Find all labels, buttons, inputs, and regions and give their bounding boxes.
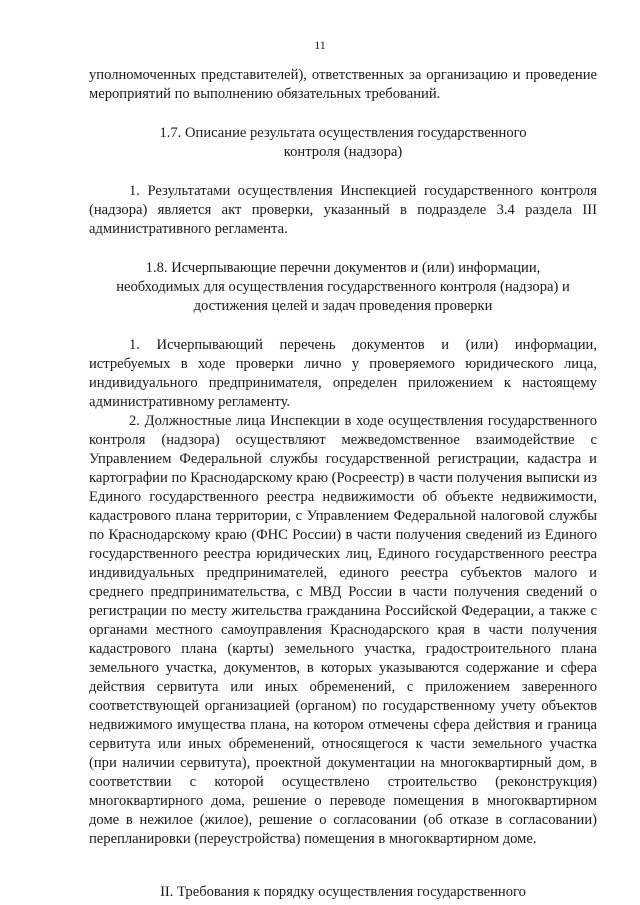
section-1-8-heading-line-3: достижения целей и задач проведения проверки	[193, 298, 493, 314]
section-1-7-heading-line-2: контроля (надзора)	[283, 144, 403, 160]
section-1-8-paragraph-1: 1. Исчерпывающий перечень документов и (или) информации, истребуемых в ходе проверки лично у проверяемого юридического лица, индивидуального предпринимателя, определен приложением к настоящему административному регламенту.	[89, 337, 597, 410]
document-body	[89, 66, 597, 902]
section-1-8-heading-line-1: 1.8. Исчерпывающие перечни документов и (или) информации,	[145, 260, 541, 276]
section-1-7-heading-line-1: 1.7. Описание результата осуществления государственного	[159, 125, 527, 141]
section-2-heading-line-1: II. Требования к порядку осуществления государственного	[160, 884, 526, 900]
section-1-7-paragraph-1: 1. Результатами осуществления Инспекцией государственного контроля (надзора) является акт проверки, указанный в подразделе 3.4 раздела III административного регламента.	[89, 183, 597, 237]
intro-continuation-paragraph: уполномоченных представителей), ответственных за организацию и проведение мероприятий по выполнению обязательных требований.	[89, 67, 597, 102]
section-1-8-paragraph-2: 2. Должностные лица Инспекции в ходе осуществления государственного контроля (надзора) осуществляют межведомственное взаимодействие с Управлением Федеральной службы государственной регистрации, кадастра и картографии по Краснодарскому краю (Росреестр) в части получения выписки из Единого государственного реестра недвижимости об объекте недвижимости, кадастрового плана территории, с Управлением Федеральной налоговой службы по Краснодарскому краю (ФНС России) в части получения сведений из Единого государственного реестра юридических лиц, Единого государственного реестра индивидуальных предпринимателей, единого реестра субъектов малого и среднего предпринимательства, с МВД России в части получения сведений о регистрации по месту жительства гражданина Российской Федерации, а также с органами местного самоуправления Краснодарского края в части получения кадастрового плана (карты) земельного участка, градостроительного плана земельного участка, документов, в которых указываются содержание и сфера действия сервитута или иных обременений, с приложением заверенного соответствующей организацией (органом) по государственному учету объектов недвижимого имущества плана, на котором отмечены сфера действия и граница сервитута или иных обременений, относящегося к части земельного участка (при наличии сервитута), проектной документации на многоквартирный дом, в соответствии с которой осуществлено строительство (реконструкция) многоквартирного дома, решение о переводе помещения в многоквартирном доме в нежилое (жилое), решение о согласовании (об отказе в согласовании) перепланировки (переустройства) помещения в многоквартирном доме.	[89, 413, 597, 847]
section-1-8-heading-line-2: необходимых для осуществления государственного контроля (надзора) и	[116, 279, 570, 295]
section-1-8-heading	[89, 259, 597, 316]
page-number: 11	[314, 38, 326, 52]
section-1-7-heading	[89, 124, 597, 162]
